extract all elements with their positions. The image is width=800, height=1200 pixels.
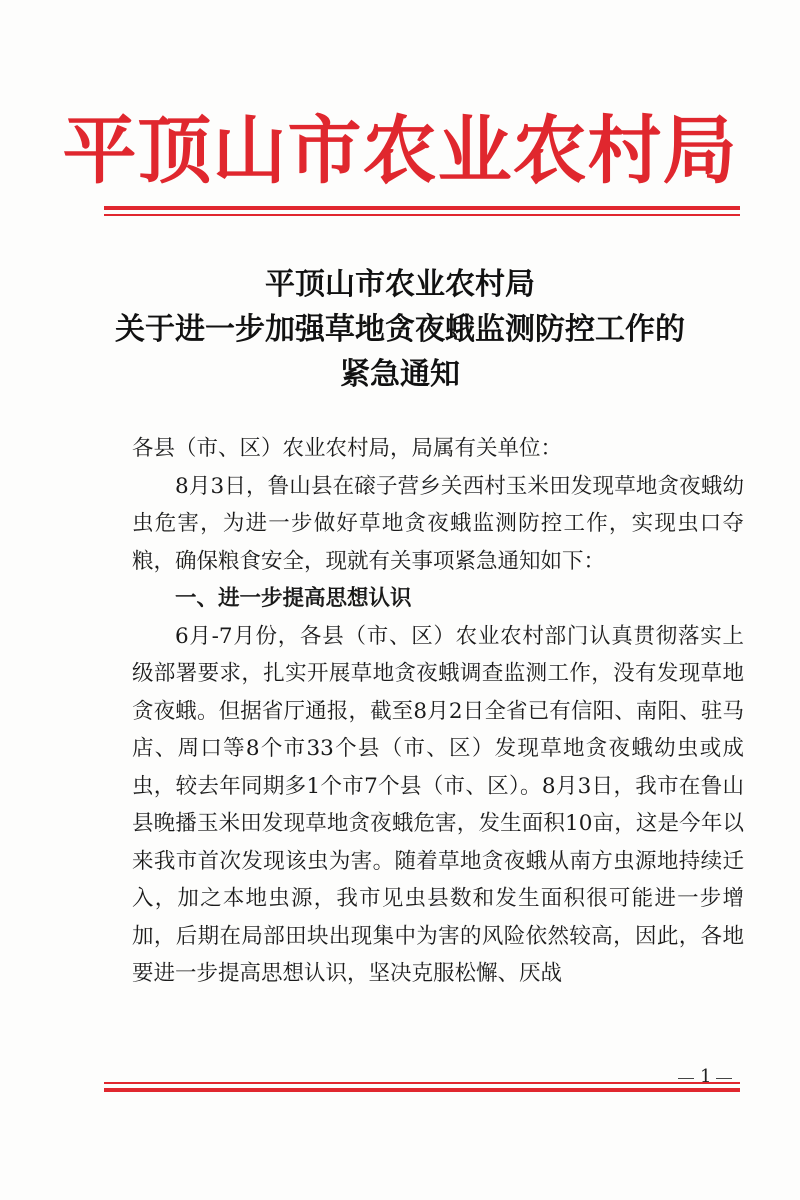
title-line-3: 紧急通知 <box>340 357 460 392</box>
title-line-2: 关于进一步加强草地贪夜蛾监测防控工作的 <box>115 312 685 347</box>
agency-letterhead: 平顶山市农业农村局 <box>62 108 738 194</box>
header-rule-thick <box>104 206 740 210</box>
footer-rule-thick <box>104 1088 740 1092</box>
paragraph-section-1: 6月-7月份，各县（市、区）农业农村部门认真贯彻落实上级部署要求，扎实开展草地贪夜蛾调查监测工作，没有发现草地贪夜蛾。但据省厅通报，截至8月2日全省已有信阳、南阳、驻马店、周口等8个市33个县（市、区）发现草地贪夜蛾幼虫或成虫，较去年同期多1个市7个县（市、区）。8月3日，我市在鲁山县晚播玉米田发现草地贪夜蛾危害，发生面积10亩，这是今年以来我市首次发现该虫为害。随着草地贪夜蛾从南方虫源地持续迁入，加之本地虫源，我市见虫县数和发生面积很可能进一步增加，后期在局部田块出现集中为害的风险依然较高，因此，各地要进一步提高思想认识，坚决克服松懈、厌战 <box>132 623 744 986</box>
title-line-1: 平顶山市农业农村局 <box>265 267 535 302</box>
page-number-dash-right <box>716 1078 732 1079</box>
page-number-dash-left <box>678 1078 694 1079</box>
page-number: 1 <box>700 1066 712 1087</box>
salutation: 各县（市、区）农业农村局，局属有关单位： <box>132 436 563 461</box>
header-rule-thin <box>104 214 740 216</box>
section-heading-1: 一、进一步提高思想认识 <box>175 586 412 611</box>
document-title <box>0 262 800 397</box>
footer-rule-thin <box>104 1082 740 1084</box>
paragraph-intro: 8月3日，鲁山县在磙子营乡关西村玉米田发现草地贪夜蛾幼虫危害，为进一步做好草地贪夜蛾监测防控工作，实现虫口夺粮，确保粮食安全，现就有关事项紧急通知如下： <box>132 473 744 574</box>
document-body <box>132 430 744 993</box>
